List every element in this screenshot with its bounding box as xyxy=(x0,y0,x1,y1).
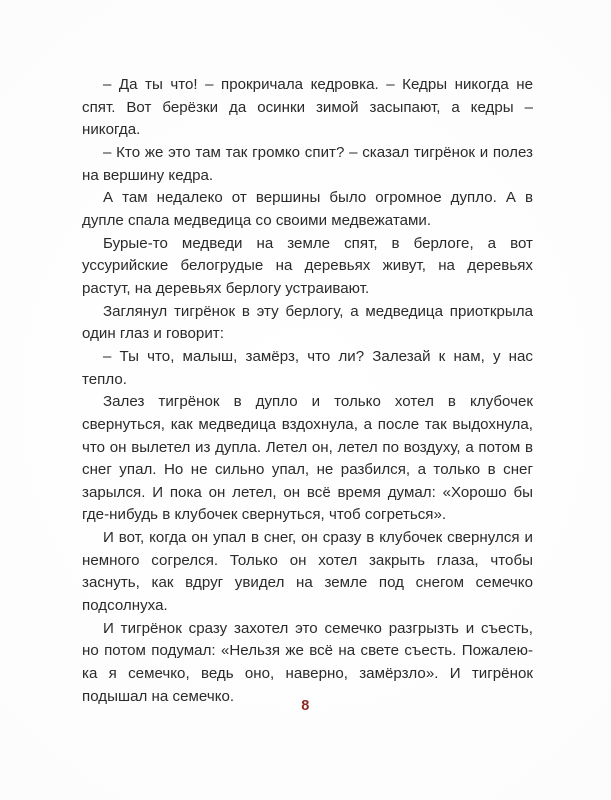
page-number: 8 xyxy=(301,698,310,714)
paragraph: Бурые-то медведи на земле спят, в берлоге, а вот уссурийские белогрудые на деревьях живут, на деревьях растут, на деревьях берлогу устраивают. xyxy=(82,234,533,297)
paragraph: Залез тигрёнок в дупло и только хотел в клубочек свернуться, как медведица вздохнула, а после так выдохнула, что он вылетел из дупла. Летел он, летел по воздуху, а потом в снег упал. Но не сильно упал, не разбился, а только в снег зарылся. И пока он летел, он всё время думал: «Хорошо бы где-нибудь в клубочек свернуться, чтоб согреться». xyxy=(82,393,533,524)
paragraph: И тигрёнок сразу захотел это семечко разгрызть и съесть, но потом подумал: «Нельзя же всё на свете съесть. Пожалею-ка я семечко, ведь оно, наверно, замёрзло». И тигрёнок подышал на семечко. xyxy=(82,619,533,705)
paragraph: – Кто же это там так громко спит? – сказал тигрёнок и полез на вершину кедра. xyxy=(82,143,533,184)
body-text-block xyxy=(82,74,533,708)
paragraph: Заглянул тигрёнок в эту берлогу, а медведица приоткрыла один глаз и говорит: xyxy=(82,302,533,343)
paragraph: И вот, когда он упал в снег, он сразу в клубочек свернулся и немного согрелся. Только он хотел закрыть глаза, чтобы заснуть, как вдруг увидел на земле под снегом семечко подсолнуха. xyxy=(82,529,533,615)
paragraph: – Ты что, малыш, замёрз, что ли? Залезай к нам, у нас тепло. xyxy=(82,347,533,388)
paragraph: – Да ты что! – прокричала кедровка. – Кедры никогда не спят. Вот берёзки да осинки зимой засыпают, а кедры – никогда. xyxy=(82,76,533,139)
paragraph: А там недалеко от вершины было огромное дупло. А в дупле спала медведица со своими медвежатами. xyxy=(82,189,533,229)
